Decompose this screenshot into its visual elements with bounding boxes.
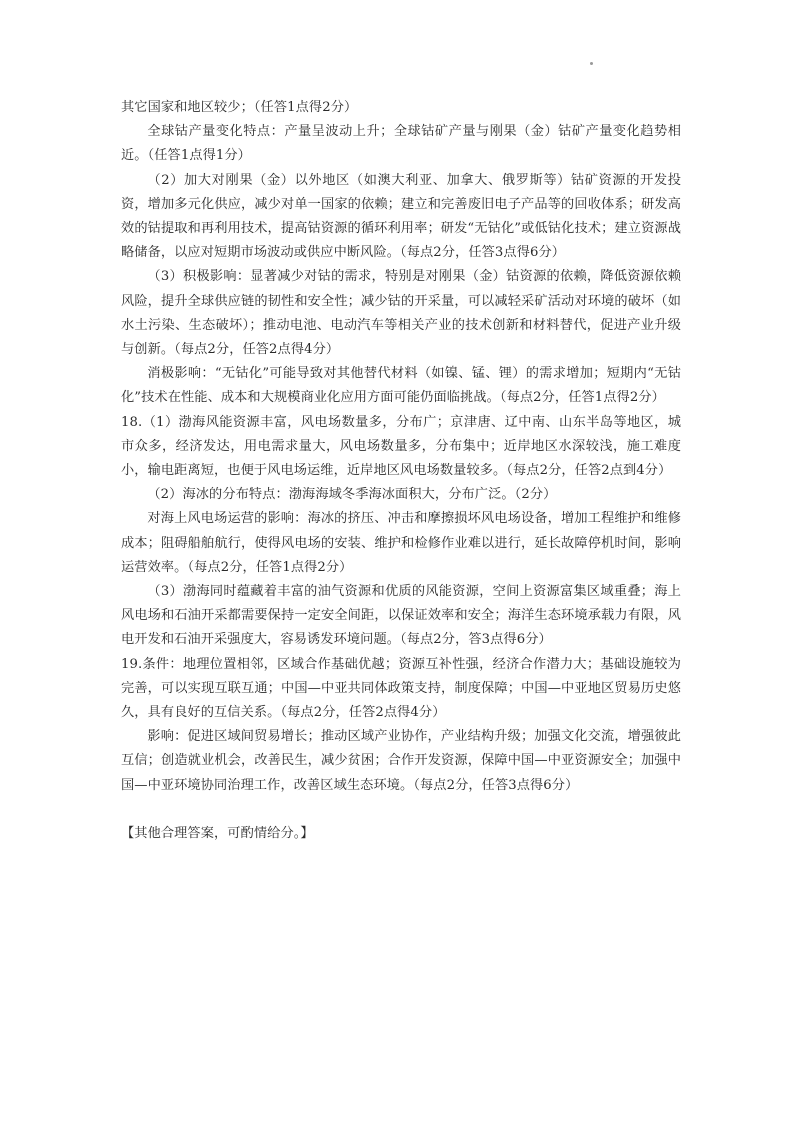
- paragraph-q18-part3: （3）渤海同时蕴藏着丰富的油气资源和优质的风能资源，空间上资源富集区域重叠；海上风电场和石油开采都需要保持一定安全间距，以保证效率和安全；海洋生态环境承载力有限，风电开发和石油开采强度大，容易诱发环境问题。（每点2分，答3点得6分）: [121, 584, 681, 648]
- paragraph-q19-conditions: 19.条件：地理位置相邻，区域合作基础优越；资源互补性强，经济合作潜力大；基础设施较为完善，可以实现互联互通；中国—中亚共同体政策支持，制度保障；中国—中亚地区贸易历史悠久，具有良好的互信关系。（每点2分，任答2点得4分）: [121, 656, 681, 721]
- answer-text-body: [121, 96, 681, 846]
- paragraph-cobalt-distribution: 其它国家和地区较少；（任答1点得2分）: [121, 100, 358, 115]
- paragraph-q17-part3-positive: （3）积极影响：显著减少对钴的需求，特别是对刚果（金）钴资源的依赖，降低资源依赖风险，提升全球供应链的韧性和安全性；减少钴的开采量，可以减轻采矿活动对环境的破坏（如水土污染、生态破坏）；推动电池、电动汽车等相关产业的技术创新和材料替代，促进产业升级与创新。（每点2分，任答2点得4分）: [121, 269, 681, 358]
- paragraph-cobalt-production-trend: 全球钴产量变化特点：产量呈波动上升；全球钴矿产量与刚果（金）钴矿产量变化趋势相近。（任答1点得1分）: [121, 124, 681, 164]
- paragraph-q18-part2-ice: （2）海冰的分布特点：渤海海域冬季海冰面积大，分布广泛。（2分）: [147, 487, 557, 503]
- paragraph-q19-impacts: 影响：促进区域间贸易增长；推动区域产业协作，产业结构升级；加强文化交流，增强彼此互信；创造就业机会，改善民生，减少贫困；合作开发资源，保障中国—中亚资源安全；加强中国—中亚环境协同治理工作，改善区域生态环境。（每点2分，任答3点得6分）: [121, 729, 681, 793]
- footer-note: 【其他合理答案，可酌情给分。】: [121, 825, 314, 841]
- scan-dot: [590, 62, 593, 65]
- paragraph-q18-part2-impact: 对海上风电场运营的影响：海冰的挤压、冲击和摩擦损坏风电场设备，增加工程维护和维修成本；阻碍船舶航行，使得风电场的安装、维护和检修作业难以进行，延长故障停机时间，影响运营效率。（每点2分，任答1点得2分）: [121, 511, 681, 575]
- paragraph-q17-part2: （2）加大对刚果（金）以外地区（如澳大利亚、加拿大、俄罗斯等）钴矿资源的开发投资，增加多元化供应，减少对单一国家的依赖；建立和完善废旧电子产品等的回收体系；研发高效的钴提取和再利用技术，提高钴资源的循环利用率；研发“无钴化”或低钴化技术；建立资源战略储备，以应对短期市场波动或供应中断风险。（每点2分，任答3点得6分）: [121, 172, 681, 261]
- paragraph-q18-part1: 18.（1）渤海风能资源丰富，风电场数量多，分布广；京津唐、辽中南、山东半岛等地区，城市众多，经济发达，用电需求量大，风电场数量多，分布集中；近岸地区水深较浅，施工难度小，输电距离短，也便于风电场运维，近岸地区风电场数量较多。（每点2分，任答2点到4分）: [121, 414, 681, 479]
- paragraph-q17-part3-negative: 消极影响：“无钴化”可能导致对其他替代材料（如镍、锰、锂）的需求增加；短期内“无钴化”技术在性能、成本和大规模商业化应用方面可能仍面临挑战。（每点2分，任答1点得2分）: [121, 366, 681, 406]
